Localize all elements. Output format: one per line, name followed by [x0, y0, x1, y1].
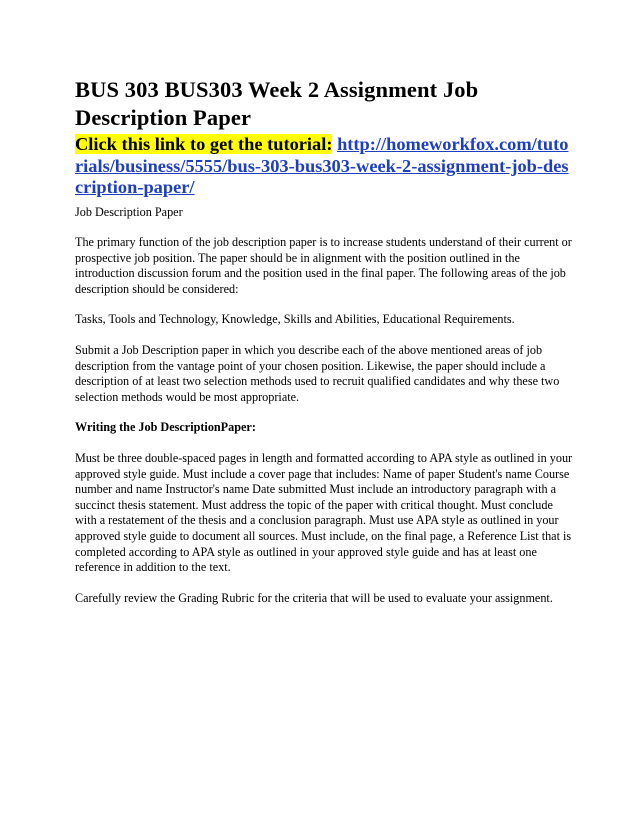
- submission-paragraph: Submit a Job Description paper in which you describe each of the above mentioned areas of job description from the vantage point of your chosen position. Likewise, the paper should include a description of at least two selection methods used to recruit qualified candidates and why these two selection methods would be most appropriate.: [75, 343, 560, 404]
- requirements-paragraph: Must be three double-spaced pages in length and formatted according to APA style as outlined in your approved style guide. Must include a cover page that includes: Name of paper Student's name Course number and name Instructor's name Date submitted Must include an introductory paragraph with a succinct thesis statement. Must address the topic of the paper with critical thought. Must conclude with a restatement of the thesis and a conclusion paragraph. Must use APA style as outlined in your approved style guide to document all sources. Must include, on the final page, a Reference List that is completed according to APA style as outlined in your approved style guide and has at least one reference in addition to the text.: [75, 451, 573, 575]
- intro-paragraph: The primary function of the job description paper is to increase students understand of their current or prospective job position. The paper should be in alignment with the position outlined in the introduction discussion forum and the position used in the final paper. The following areas of the job description should be considered:: [75, 235, 572, 296]
- tutorial-block: [75, 134, 575, 199]
- document-page: [75, 76, 575, 606]
- section-heading: Writing the Job DescriptionPaper:: [75, 420, 256, 435]
- rubric-paragraph: Carefully review the Grading Rubric for the criteria that will be used to evaluate your assignment.: [75, 590, 553, 605]
- tutorial-label: Click this link to get the tutorial:: [75, 134, 333, 154]
- tutorial-link[interactable]: http://homeworkfox.com/tutorials/business/5555/bus-303-bus303-week-2-assignment-job-description-paper/: [75, 134, 569, 197]
- areas-paragraph: Tasks, Tools and Technology, Knowledge, Skills and Abilities, Educational Requirements.: [75, 312, 515, 327]
- document-title: BUS 303 BUS303 Week 2 Assignment Job Description Paper: [75, 77, 479, 130]
- document-subtitle: Job Description Paper: [75, 204, 183, 219]
